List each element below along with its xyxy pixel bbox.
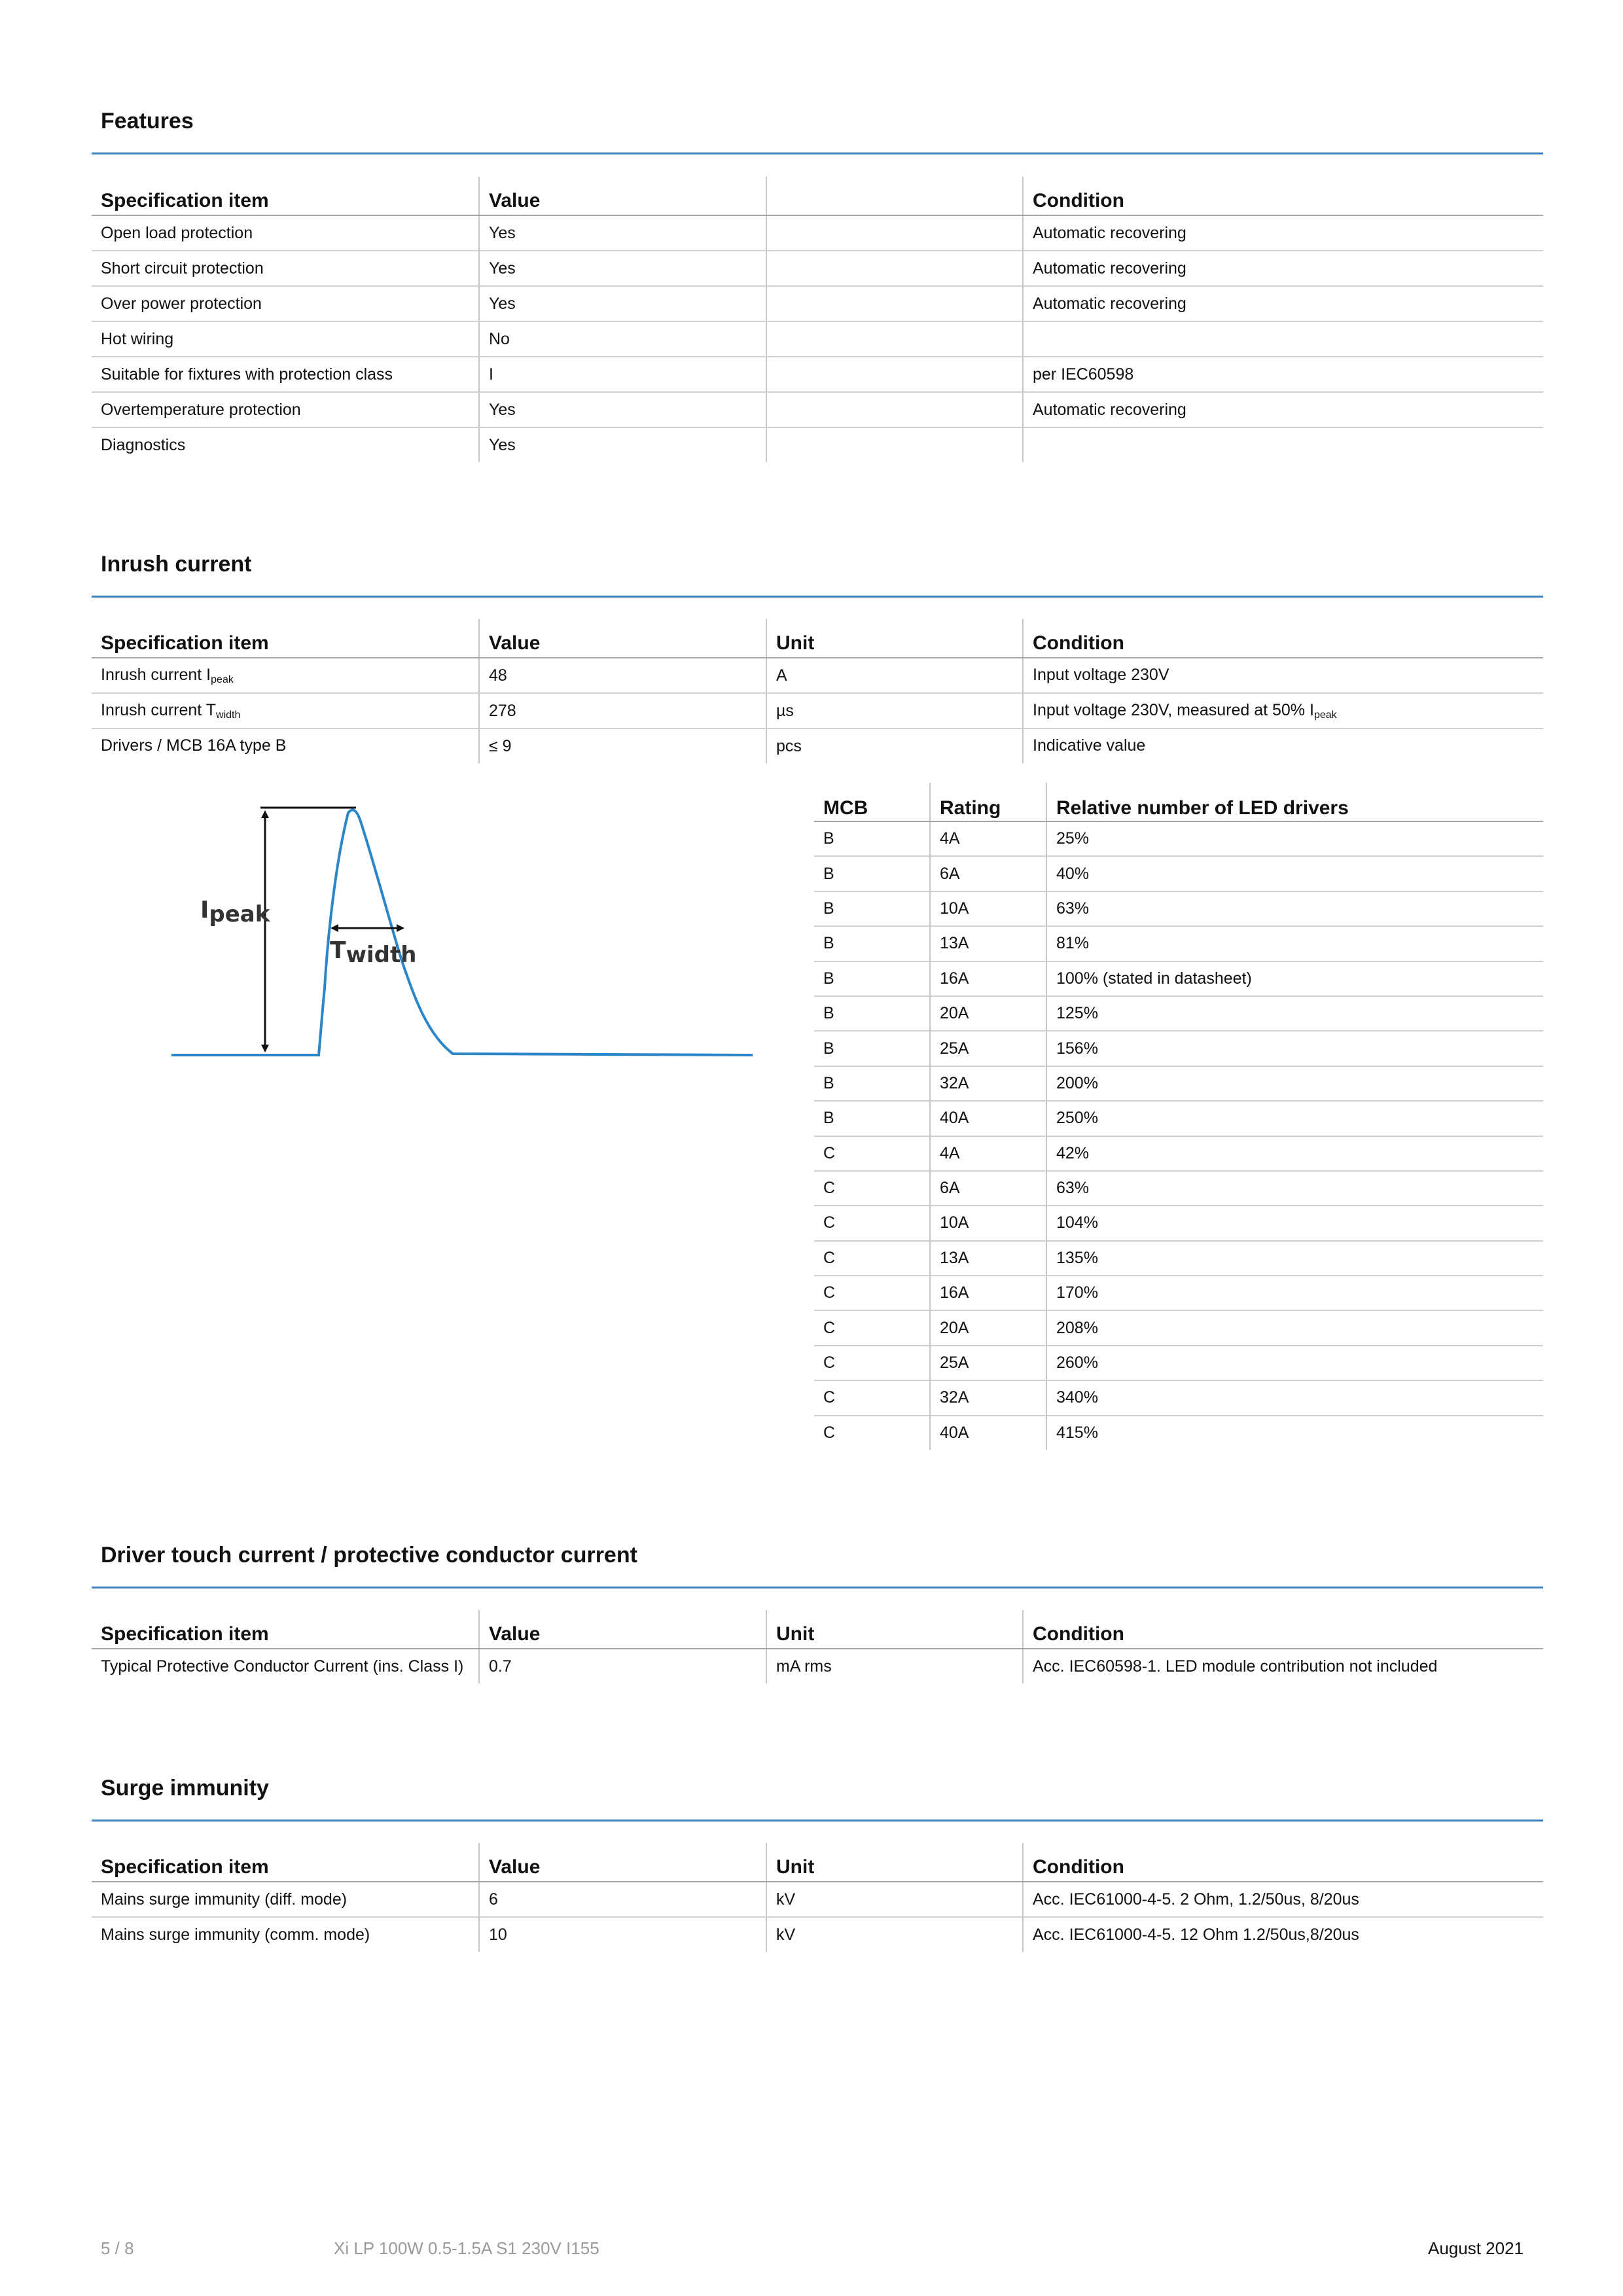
table-cell: 10A bbox=[930, 1206, 1046, 1240]
table-cell bbox=[1023, 728, 1543, 763]
table-cell: Automatic recovering bbox=[1023, 251, 1543, 286]
table-cell: Overtemperature protection bbox=[92, 392, 479, 427]
peak-label bbox=[200, 897, 271, 927]
table-cell: 278 bbox=[479, 693, 766, 728]
features-table bbox=[92, 177, 1543, 462]
document-date: August 2021 bbox=[1427, 2238, 1524, 2258]
column-header: Specification item bbox=[92, 1843, 479, 1882]
table-cell: Yes bbox=[479, 427, 766, 462]
table-cell: kV bbox=[766, 1917, 1023, 1952]
table-cell: 200% bbox=[1046, 1066, 1543, 1101]
column-header: Rating bbox=[930, 783, 1046, 821]
table-row bbox=[92, 1649, 1543, 1683]
table-row bbox=[92, 1882, 1543, 1917]
table-cell: 170% bbox=[1046, 1276, 1543, 1310]
column-header: Specification item bbox=[92, 177, 479, 215]
table-row bbox=[92, 728, 1543, 763]
table-row bbox=[92, 693, 1543, 728]
table-cell bbox=[766, 392, 1023, 427]
table-cell: ≤ 9 bbox=[479, 728, 766, 763]
table-cell: 20A bbox=[930, 1310, 1046, 1345]
table-cell: No bbox=[479, 321, 766, 357]
touch-current-divider bbox=[92, 1587, 1543, 1588]
table-cell: Suitable for fixtures with protection class bbox=[92, 357, 479, 392]
table-row bbox=[814, 961, 1543, 996]
table-cell: B bbox=[814, 856, 930, 891]
table-cell: 4A bbox=[930, 1136, 1046, 1171]
column-header: Condition bbox=[1023, 619, 1543, 658]
table-cell: C bbox=[814, 1241, 930, 1276]
mcb-table bbox=[814, 783, 1543, 1450]
table-cell: Open load protection bbox=[92, 215, 479, 251]
table-cell: C bbox=[814, 1380, 930, 1415]
table-cell: 40A bbox=[930, 1416, 1046, 1450]
column-header: Relative number of LED drivers bbox=[1046, 783, 1543, 821]
table-cell: C bbox=[814, 1171, 930, 1206]
table-cell: C bbox=[814, 1276, 930, 1310]
surge-immunity-title: Surge immunity bbox=[101, 1776, 269, 1801]
table-cell: 81% bbox=[1046, 926, 1543, 961]
table-cell: 156% bbox=[1046, 1031, 1543, 1066]
product-name: Xi LP 100W 0.5-1.5A S1 230V I155 bbox=[334, 2238, 599, 2258]
table-cell: 415% bbox=[1046, 1416, 1543, 1450]
item-text: Inrush current I bbox=[101, 665, 211, 684]
surge-immunity-table bbox=[92, 1843, 1543, 1952]
column-header: Condition bbox=[1023, 1843, 1543, 1882]
table-cell: 25% bbox=[1046, 821, 1543, 856]
table-row bbox=[814, 856, 1543, 891]
table-cell bbox=[1023, 693, 1543, 728]
table-cell: Acc. IEC61000-4-5. 12 Ohm 1.2/50us,8/20us bbox=[1023, 1917, 1543, 1952]
table-cell: B bbox=[814, 1031, 930, 1066]
table-row bbox=[814, 821, 1543, 856]
table-cell: C bbox=[814, 1346, 930, 1380]
table-cell: Acc. IEC60598-1. LED module contribution not included bbox=[1023, 1649, 1543, 1683]
table-cell: C bbox=[814, 1136, 930, 1171]
table-cell bbox=[92, 693, 479, 728]
table-cell: 340% bbox=[1046, 1380, 1543, 1415]
table-cell: 10A bbox=[930, 891, 1046, 926]
table-cell: Yes bbox=[479, 215, 766, 251]
table-cell bbox=[1023, 321, 1543, 357]
table-row bbox=[814, 891, 1543, 926]
table-row bbox=[814, 1380, 1543, 1415]
item-subscript: width bbox=[216, 709, 241, 721]
table-cell: B bbox=[814, 996, 930, 1031]
item-subscript: peak bbox=[211, 673, 234, 685]
table-cell: I bbox=[479, 357, 766, 392]
condition-text: Input voltage 230V bbox=[1033, 665, 1169, 684]
table-cell: per IEC60598 bbox=[1023, 357, 1543, 392]
page-number: 5 / 8 bbox=[101, 2238, 134, 2258]
table-cell: B bbox=[814, 891, 930, 926]
table-cell: Over power protection bbox=[92, 286, 479, 321]
table-cell: µs bbox=[766, 693, 1023, 728]
table-cell: 125% bbox=[1046, 996, 1543, 1031]
inrush-pulse-diagram bbox=[164, 792, 766, 1067]
table-header-row bbox=[92, 1843, 1543, 1882]
peak-label-main: I bbox=[200, 897, 209, 924]
width-label-sub: width bbox=[346, 942, 417, 968]
table-cell: 250% bbox=[1046, 1101, 1543, 1136]
table-cell: pcs bbox=[766, 728, 1023, 763]
table-cell bbox=[92, 728, 479, 763]
table-cell: Automatic recovering bbox=[1023, 286, 1543, 321]
table-cell: Yes bbox=[479, 286, 766, 321]
table-cell: B bbox=[814, 1101, 930, 1136]
table-cell: Automatic recovering bbox=[1023, 392, 1543, 427]
table-row bbox=[92, 321, 1543, 357]
table-cell bbox=[766, 321, 1023, 357]
column-header: Unit bbox=[766, 1843, 1023, 1882]
table-cell: 40% bbox=[1046, 856, 1543, 891]
table-cell bbox=[1023, 658, 1543, 693]
table-row bbox=[814, 1136, 1543, 1171]
table-header-row bbox=[814, 783, 1543, 821]
table-cell: 208% bbox=[1046, 1310, 1543, 1345]
table-header-row bbox=[92, 177, 1543, 215]
peak-label-sub: peak bbox=[209, 901, 270, 927]
column-header: MCB bbox=[814, 783, 930, 821]
table-cell: 135% bbox=[1046, 1241, 1543, 1276]
table-cell: 48 bbox=[479, 658, 766, 693]
table-cell: 6 bbox=[479, 1882, 766, 1917]
table-row bbox=[814, 996, 1543, 1031]
table-cell: 20A bbox=[930, 996, 1046, 1031]
table-row bbox=[814, 1276, 1543, 1310]
table-cell: C bbox=[814, 1310, 930, 1345]
features-divider bbox=[92, 152, 1543, 154]
condition-subscript: peak bbox=[1313, 709, 1337, 721]
table-cell bbox=[766, 215, 1023, 251]
width-label-main: T bbox=[330, 937, 346, 964]
table-cell: 25A bbox=[930, 1346, 1046, 1380]
table-cell: Acc. IEC61000-4-5. 2 Ohm, 1.2/50us, 8/20us bbox=[1023, 1882, 1543, 1917]
table-row bbox=[814, 1241, 1543, 1276]
table-cell: C bbox=[823, 1423, 836, 1442]
table-cell: Short circuit protection bbox=[92, 251, 479, 286]
table-cell: 10 bbox=[479, 1917, 766, 1952]
column-header: Unit bbox=[766, 619, 1023, 658]
touch-current-title: Driver touch current / protective conductor current bbox=[101, 1543, 637, 1568]
table-cell: mA rms bbox=[766, 1649, 1023, 1683]
column-header: Condition bbox=[1023, 1610, 1543, 1649]
table-cell: 63% bbox=[1046, 1171, 1543, 1206]
table-cell: 6A bbox=[930, 856, 1046, 891]
table-cell: 4A bbox=[930, 821, 1046, 856]
features-title: Features bbox=[101, 109, 194, 134]
surge-immunity-divider bbox=[92, 1820, 1543, 1821]
table-row bbox=[92, 427, 1543, 462]
column-header bbox=[766, 177, 1023, 215]
table-cell: 16A bbox=[930, 961, 1046, 996]
mcb-table-body bbox=[814, 821, 1543, 1450]
table-row bbox=[92, 1917, 1543, 1952]
table-cell: 104% bbox=[1046, 1206, 1543, 1240]
table-cell: B bbox=[814, 821, 930, 856]
table-row bbox=[92, 251, 1543, 286]
table-cell: 32A bbox=[930, 1380, 1046, 1415]
table-cell: C bbox=[814, 1206, 930, 1240]
table-row bbox=[814, 1066, 1543, 1101]
table-cell: 32A bbox=[930, 1066, 1046, 1101]
item-text: Inrush current T bbox=[101, 700, 217, 719]
table-cell: Yes bbox=[479, 251, 766, 286]
table-cell: Typical Protective Conductor Current (ins. Class I) bbox=[101, 1657, 464, 1676]
table-cell: 42% bbox=[1046, 1136, 1543, 1171]
item-text: Drivers / MCB 16A type B bbox=[101, 736, 287, 755]
touch-current-table bbox=[92, 1610, 1543, 1683]
table-cell: Hot wiring bbox=[92, 321, 479, 357]
table-cell: Automatic recovering bbox=[1023, 215, 1543, 251]
column-header: Condition bbox=[1023, 177, 1543, 215]
table-row bbox=[92, 658, 1543, 693]
table-row bbox=[814, 1171, 1543, 1206]
column-header: Value bbox=[479, 1610, 766, 1649]
column-header: Value bbox=[479, 1843, 766, 1882]
table-row bbox=[92, 286, 1543, 321]
table-cell: 13A bbox=[930, 1241, 1046, 1276]
table-cell bbox=[1023, 427, 1543, 462]
table-row bbox=[814, 1206, 1543, 1240]
column-header: Value bbox=[479, 177, 766, 215]
table-cell bbox=[766, 286, 1023, 321]
table-cell: Yes bbox=[479, 392, 766, 427]
inrush-table bbox=[92, 619, 1543, 763]
table-cell: B bbox=[814, 926, 930, 961]
table-row bbox=[814, 1346, 1543, 1380]
table-cell: Mains surge immunity (comm. mode) bbox=[101, 1925, 370, 1944]
table-cell: B bbox=[814, 1066, 930, 1101]
table-row bbox=[814, 926, 1543, 961]
table-row bbox=[814, 1101, 1543, 1136]
table-cell bbox=[766, 251, 1023, 286]
table-cell bbox=[766, 357, 1023, 392]
table-row bbox=[92, 392, 1543, 427]
table-cell: kV bbox=[766, 1882, 1023, 1917]
table-cell: 13A bbox=[930, 926, 1046, 961]
inrush-title: Inrush current bbox=[101, 552, 252, 577]
table-header-row bbox=[92, 1610, 1543, 1649]
condition-text: Input voltage 230V, measured at 50% I bbox=[1033, 700, 1314, 719]
table-row bbox=[814, 1031, 1543, 1066]
table-cell: 6A bbox=[930, 1171, 1046, 1206]
column-header: Specification item bbox=[92, 1610, 479, 1649]
table-cell: 0.7 bbox=[479, 1649, 766, 1683]
inrush-waveform bbox=[171, 810, 753, 1055]
table-cell: 260% bbox=[1046, 1346, 1543, 1380]
table-cell bbox=[92, 658, 479, 693]
table-cell: 100% (stated in datasheet) bbox=[1046, 961, 1543, 996]
table-cell: 16A bbox=[930, 1276, 1046, 1310]
condition-text: Indicative value bbox=[1033, 736, 1146, 755]
table-row bbox=[92, 215, 1543, 251]
column-header: Unit bbox=[766, 1610, 1023, 1649]
table-header-row bbox=[92, 619, 1543, 658]
column-header: Specification item bbox=[92, 619, 479, 658]
table-cell: A bbox=[766, 658, 1023, 693]
table-row bbox=[814, 1310, 1543, 1345]
column-header: Value bbox=[479, 619, 766, 658]
width-label bbox=[330, 937, 416, 968]
table-cell: Mains surge immunity (diff. mode) bbox=[92, 1882, 479, 1917]
table-cell: 63% bbox=[1046, 891, 1543, 926]
inrush-divider bbox=[92, 596, 1543, 598]
table-cell: 25A bbox=[930, 1031, 1046, 1066]
table-cell bbox=[766, 427, 1023, 462]
table-cell: B bbox=[814, 961, 930, 996]
table-cell: Diagnostics bbox=[101, 435, 186, 454]
table-row bbox=[92, 357, 1543, 392]
table-cell: 40A bbox=[930, 1101, 1046, 1136]
table-row bbox=[814, 1416, 1543, 1450]
